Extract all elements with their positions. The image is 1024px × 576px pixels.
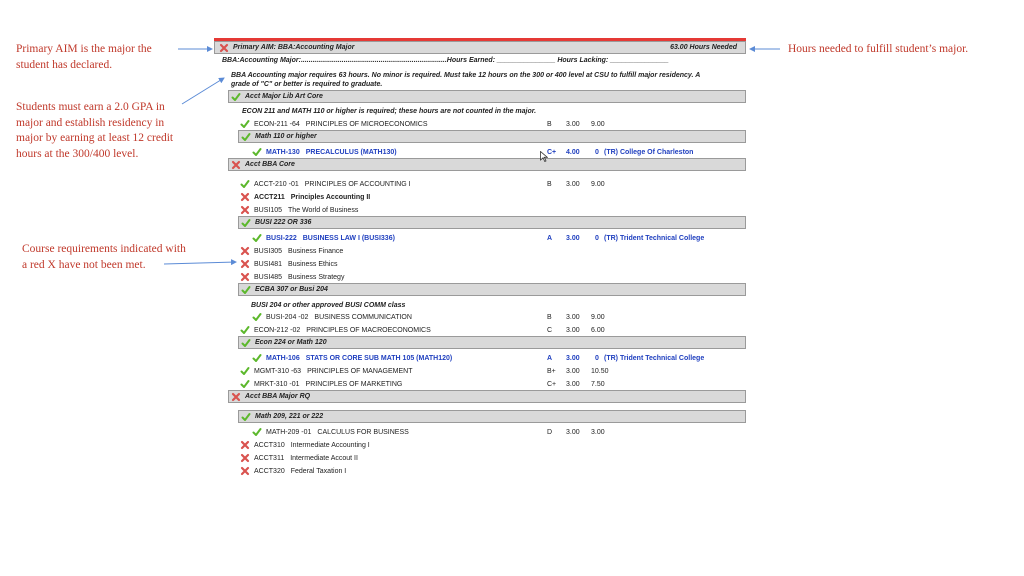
course-grade: B [547,313,552,321]
course-code: BUSI-204 -02 [266,313,309,321]
major-hours-line: BBA:Accounting Major:...........................................................................Hours Earned: _______________ Hours Lacking: _______________ [222,57,669,64]
course-points: 0 [595,354,599,362]
subsection-ecba-307 [238,283,746,296]
course-grade: B [547,180,552,188]
course-points: 10.50 [591,367,609,375]
annotation-text: Students must earn a 2.0 GPA in [16,101,165,113]
checkmark-icon [241,412,251,422]
course-grade: B+ [547,367,556,375]
checkmark-icon [241,285,251,295]
course-code: MATH-106 [266,354,300,362]
course-row [240,365,746,377]
subsection-busi-222 [238,216,746,229]
subsection-title: Econ 224 or Math 120 [255,339,327,346]
annotation-text: student has declared. [16,58,113,71]
course-grade: C [547,326,553,334]
section-bba-core [228,158,746,171]
subsection-title: Math 209, 221 or 222 [255,413,324,420]
transfer-info: (TR) Trident Technical College [604,354,705,362]
course-title: The World of Business [288,206,359,214]
course-title: PRINCIPLES OF ACCOUNTING I [304,180,411,188]
course-code: ACCT311 [254,454,285,462]
annotation-text: Hours needed to fulfill student’s major. [788,43,969,55]
transfer-info: (TR) Trident Technical College [604,234,705,242]
checkmark-icon [240,119,250,129]
requirement-note-line2: grade of "C" or better is required to graduate. [231,81,383,88]
course-credits: 3.00 [566,354,580,362]
course-row [252,426,746,438]
red-x-icon [240,246,250,256]
course-points: 9.00 [591,120,605,128]
course-row [252,146,746,158]
red-x-icon [231,392,241,402]
checkmark-icon [240,325,250,335]
course-title: Business Strategy [288,273,345,281]
section-title: Acct BBA Core [245,161,295,168]
course-credits: 3.00 [566,120,580,128]
checkmark-icon [240,366,250,376]
course-row [252,352,746,364]
red-x-icon [240,453,250,463]
subsection-math-110 [238,130,746,143]
section-lib-art-core [228,90,746,103]
course-title: BUSINESS LAW I (BUSI336) [302,234,395,242]
section-title: Acct Major Lib Art Core [245,93,323,100]
course-row [240,439,746,451]
subsection-econ-224 [238,336,746,349]
course-credits: 3.00 [566,428,580,436]
course-title: Business Ethics [288,260,338,268]
course-code: MGMT-310 -63 [254,367,302,375]
course-title: Principles Accounting II [290,193,371,201]
course-title: Intermediate Accounting I [290,441,370,449]
course-title: PRINCIPLES OF MANAGEMENT [307,367,413,375]
course-grade: C+ [547,380,557,388]
subsection-title: BUSI 222 OR 336 [255,219,312,226]
subsection-math-209 [238,410,746,423]
course-row [240,191,746,203]
course-code: BUSI105 [254,206,283,214]
section-title: Acct BBA Major RQ [245,393,311,400]
course-title: PRINCIPLES OF MICROECONOMICS [305,120,428,128]
primary-aim-label: Primary AIM: BBA:Accounting Major [233,44,355,51]
course-credits: 3.00 [566,326,580,334]
course-points: 9.00 [591,180,605,188]
checkmark-icon [241,218,251,228]
course-title: Business Finance [288,247,344,255]
course-title: PRINCIPLES OF MACROECONOMICS [306,326,431,334]
course-code: ECON-212 -02 [254,326,301,334]
annotation-text: major and establish residency in [16,116,165,129]
course-grade: A [547,354,553,362]
course-row [240,118,746,130]
course-row [240,271,746,283]
busi204-note: BUSI 204 or other approved BUSI COMM class [251,302,406,309]
checkmark-icon [231,92,241,102]
course-points: 7.50 [591,380,605,388]
course-code: MATH-130 [266,148,300,156]
course-row [252,232,746,244]
annotation-text: hours at the 300/400 level. [16,147,139,160]
red-x-icon [240,466,250,476]
checkmark-icon [240,379,250,389]
course-title: Federal Taxation I [290,467,347,475]
course-code: ACCT-210 -01 [254,180,299,188]
course-row [240,324,746,336]
course-points: 6.00 [591,326,605,334]
course-title: STATS OR CORE SUB MATH 105 (MATH120) [305,354,453,362]
course-credits: 3.00 [566,313,580,321]
course-code: ACCT320 [254,467,285,475]
course-grade: D [547,428,553,436]
course-row [252,311,746,323]
course-credits: 3.00 [566,234,580,242]
course-title: Intermediate Accout II [290,454,358,462]
annotation-text: major by earning at least 12 credit [16,132,174,144]
checkmark-icon [252,353,262,363]
checkmark-icon [252,427,262,437]
course-code: ACCT211 [254,193,285,201]
requirement-note-line1: BBA Accounting major requires 63 hours. No minor is required. Must take 12 hours on the 300 or 400 level at CSU to fulfill major residency. A [231,72,701,79]
subsection-title: ECBA 307 or Busi 204 [255,286,328,293]
checkmark-icon [241,132,251,142]
course-code: ECON-211 -64 [254,120,300,128]
red-x-icon [240,259,250,269]
red-x-icon [240,205,250,215]
course-row [240,378,746,390]
course-points: 0 [595,234,599,242]
course-grade: A [547,234,553,242]
course-row [240,452,746,464]
course-grade: B [547,120,552,128]
red-x-icon [240,440,250,450]
course-code: MRKT-310 -01 [254,380,300,388]
course-code: BUSI481 [254,260,283,268]
course-code: BUSI305 [254,247,283,255]
transfer-info: (TR) College Of Charleston [604,148,694,156]
course-title: CALCULUS FOR BUSINESS [317,428,409,436]
course-title: BUSINESS COMMUNICATION [314,313,412,321]
red-x-icon [240,272,250,282]
course-credits: 3.00 [566,380,580,388]
course-code: BUSI485 [254,273,283,281]
hours-needed-label: 63.00 Hours Needed [670,44,737,51]
primary-aim-header [214,41,746,54]
course-credits: 3.00 [566,367,580,375]
checkmark-icon [240,179,250,189]
course-credits: 4.00 [566,148,580,156]
course-points: 9.00 [591,313,605,321]
red-x-icon [219,43,229,53]
red-x-icon [240,192,250,202]
checkmark-icon [252,312,262,322]
mouse-cursor-icon [540,151,548,163]
checkmark-icon [241,338,251,348]
section-major-rq [228,390,746,403]
course-row [240,204,746,216]
checkmark-icon [252,233,262,243]
econ-note: ECON 211 and MATH 110 or higher is required; these hours are not counted in the major. [242,108,537,115]
course-credits: 3.00 [566,180,580,188]
course-row [240,245,746,257]
annotation-text: Primary AIM is the major the [16,43,152,55]
annotation-text: a red X have not been met. [22,258,146,271]
checkmark-icon [252,147,262,157]
course-code: MATH-209 -01 [266,428,312,436]
course-points: 3.00 [591,428,605,436]
course-code: ACCT310 [254,441,285,449]
course-title: PRECALCULUS (MATH130) [305,148,397,156]
degree-audit [214,38,746,478]
course-row [240,258,746,270]
course-code: BUSI-222 [266,234,297,242]
red-x-icon [231,160,241,170]
course-row [240,178,746,190]
course-title: PRINCIPLES OF MARKETING [305,380,403,388]
subsection-title: Math 110 or higher [255,133,317,140]
course-row [240,465,746,477]
annotation-text: Course requirements indicated with [22,243,186,255]
course-grade: C+ [547,148,557,156]
course-points: 0 [595,148,599,156]
